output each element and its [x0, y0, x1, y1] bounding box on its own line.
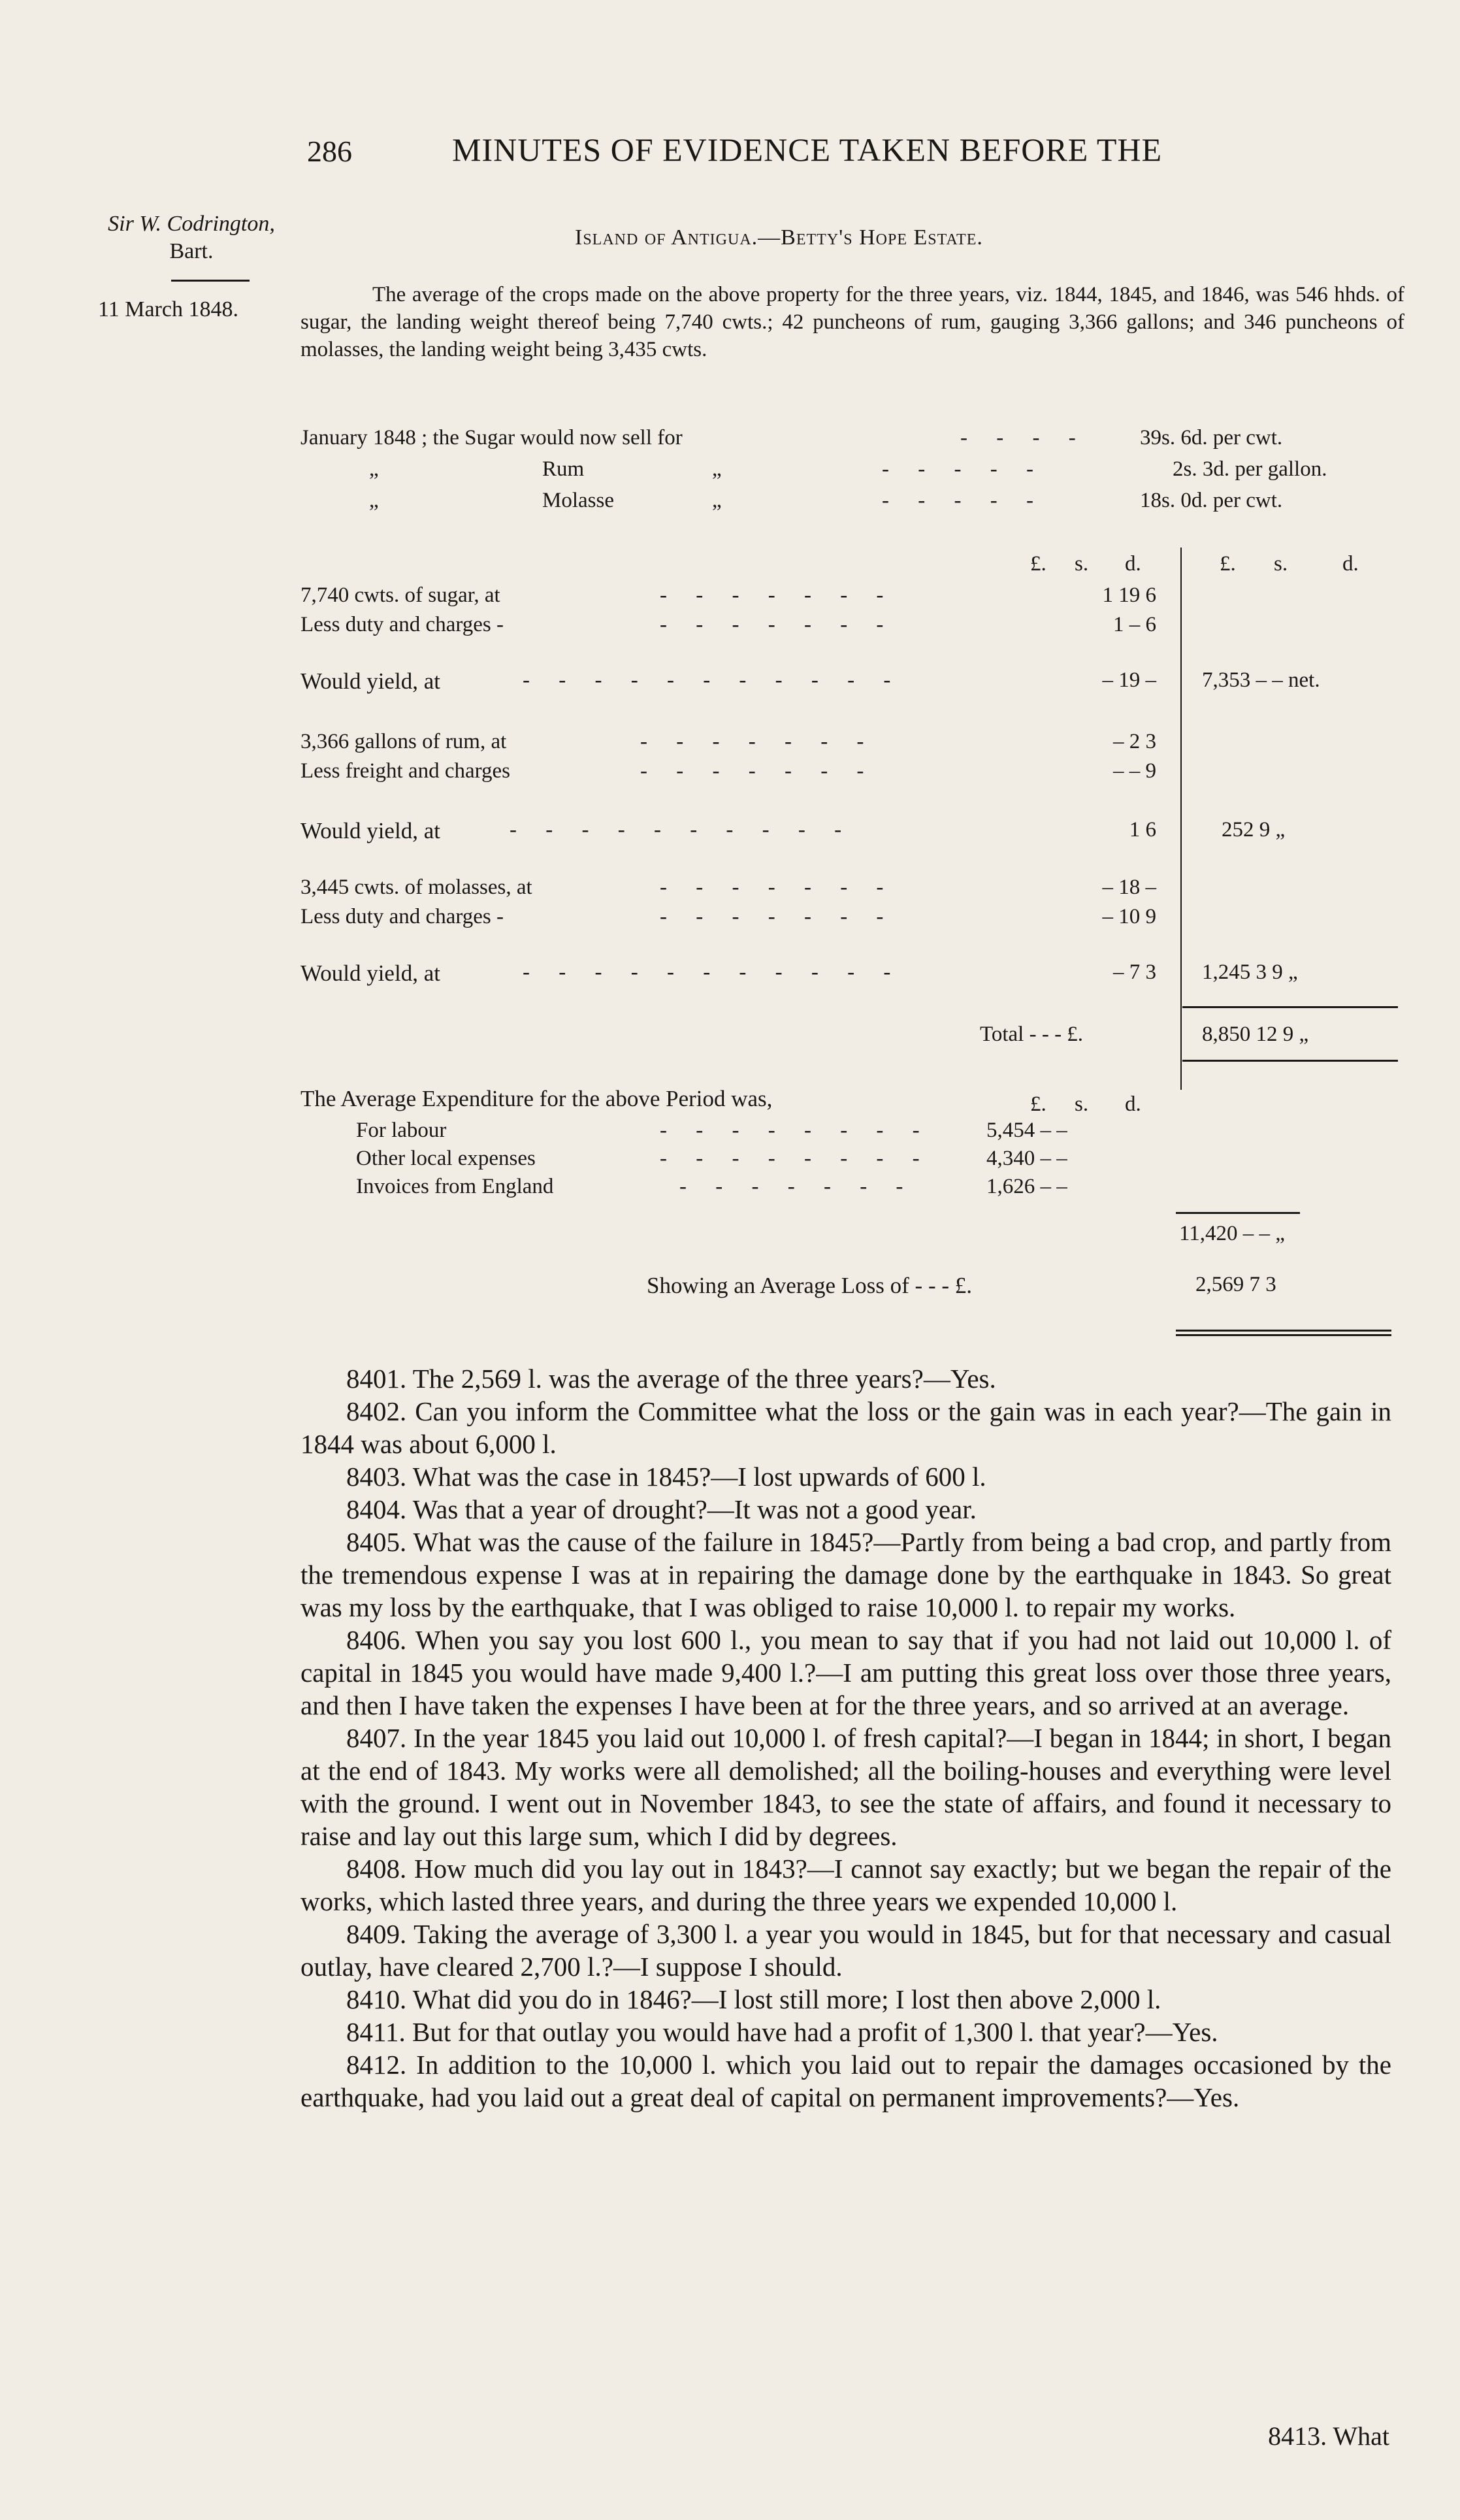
molasses-label: 3,445 cwts. of molasses, at	[300, 875, 532, 899]
price-row-molasse-leader: - - - - -	[882, 489, 1045, 512]
question-8403: 8403. What was the case in 1845?—I lost upwards of 600 l.	[346, 1462, 986, 1492]
molasses-yield-leader: - - - - - - - - - - -	[523, 960, 903, 984]
total-rule	[1182, 1006, 1398, 1008]
ditto-mark-3: „	[369, 489, 379, 512]
testimony	[300, 1362, 1391, 2114]
margin-rule	[171, 280, 250, 282]
rum-less-leader: - - - - - - -	[640, 759, 876, 783]
rum-less-label: Less freight and charges	[300, 759, 511, 783]
price-row-rum-leader: - - - - -	[882, 457, 1045, 481]
labour-label: For labour	[356, 1119, 447, 1142]
expenditure-heading: The Average Expenditure for the above Period was,	[300, 1086, 773, 1111]
rum-less-rate: – – 9	[1113, 759, 1156, 783]
rum-rate: – 2 3	[1113, 730, 1156, 753]
total-label: Total - - - £.	[980, 1023, 1084, 1046]
question-8405: 8405. What was the cause of the failure in 1845?—Partly from being a bad crop, and partly from the tremendous expense I was at in repairing the damage done by the earthquake in 1843. So great was my loss by the earthquake, that I was obliged to raise 10,000 l. to repair my works.	[300, 1527, 1391, 1622]
sugar-yield-rate: – 19 –	[1102, 668, 1156, 692]
col-pence-right: d.	[1342, 552, 1359, 576]
col-shillings-right: s.	[1274, 552, 1288, 576]
price-rum: 2s. 3d. per gallon.	[1173, 457, 1327, 481]
rum-yield-label: Would yield, at	[300, 818, 440, 843]
molasses-yield-rate: – 7 3	[1113, 960, 1156, 984]
col-pence-left: d.	[1125, 552, 1141, 576]
rum-yield-leader: - - - - - - - - - -	[510, 818, 854, 842]
loss-label: Showing an Average Loss of - - - £.	[647, 1273, 972, 1298]
price-row-sugar-label: January 1848 ; the Sugar would now sell for	[300, 426, 683, 450]
question-8412: 8412. In addition to the 10,000 l. which you laid out to repair the damages occasioned by the earthquake, had you laid out a great deal of capital on permanent improvements?—Yes.	[300, 2050, 1391, 2112]
sugar-label: 7,740 cwts. of sugar, at	[300, 583, 500, 607]
sugar-less-leader: - - - - - - -	[660, 613, 896, 636]
ditto-mark-1: „	[369, 457, 379, 481]
exp-col-pence: d.	[1125, 1092, 1141, 1116]
exp-col-shillings: s.	[1075, 1092, 1089, 1116]
molasses-leader: - - - - - - -	[660, 875, 896, 899]
loss-rule-2	[1176, 1334, 1391, 1336]
rum-label: 3,366 gallons of rum, at	[300, 730, 507, 753]
molasses-yield-total: 1,245 3 9 „	[1202, 960, 1298, 984]
sugar-leader: - - - - - - -	[660, 583, 896, 607]
sugar-rate: 1 19 6	[1102, 583, 1156, 607]
ditto-mark-4: „	[712, 489, 722, 512]
total-value: 8,850 12 9 „	[1202, 1023, 1309, 1046]
page-number: 286	[307, 135, 352, 168]
expenditure-rule	[1176, 1212, 1300, 1214]
local-value: 4,340 – –	[986, 1147, 1067, 1170]
column-divider	[1180, 548, 1182, 1090]
rum-yield-rate: 1 6	[1129, 818, 1156, 842]
molasses-less-rate: – 10 9	[1102, 905, 1156, 928]
intro-paragraph: The average of the crops made on the above property for the three years, viz. 1844, 1845, and 1846, was 546 hhds. of sugar, the landing weight thereof being 7,740 cwts.; 42 puncheons of rum, gauging 3,366 gallons; and 346 puncheons of molasses, the landing weight being 3,435 cwts.	[300, 283, 1404, 361]
sugar-less-rate: 1 – 6	[1113, 613, 1156, 636]
question-8410: 8410. What did you do in 1846?—I lost still more; I lost then above 2,000 l.	[346, 1984, 1161, 2014]
invoices-leader: - - - - - - -	[679, 1175, 915, 1198]
witness-title: Bart.	[169, 239, 214, 263]
section-title: Island of Antigua.—Betty's Hope Estate.	[575, 225, 983, 250]
question-8409: 8409. Taking the average of 3,300 l. a year you would in 1845, but for that necessary and casual outlay, have cleared 2,700 l.?—I suppose I should.	[300, 1919, 1391, 1982]
catchword: 8413. What	[1268, 2421, 1389, 2451]
molasses-rate: – 18 –	[1102, 875, 1156, 899]
price-row-rum-label: Rum	[542, 457, 585, 481]
labour-value: 5,454 – –	[986, 1119, 1067, 1142]
rum-leader: - - - - - - -	[640, 730, 876, 753]
loss-value: 2,569 7 3	[1195, 1273, 1276, 1296]
price-row-molasse-label: Molasse	[542, 489, 614, 512]
sugar-yield-leader: - - - - - - - - - - -	[523, 668, 903, 692]
expenditure-sum: 11,420 – – „	[1179, 1222, 1285, 1245]
local-label: Other local expenses	[356, 1147, 536, 1170]
question-8406: 8406. When you say you lost 600 l., you mean to say that if you had not laid out 10,000 l. of capital in 1845 you would have made 9,400 l.?—I am putting this great loss over those three years, and then I have taken the expenses I have been at for the three years, and so arrived at an average.	[300, 1625, 1391, 1720]
margin-witness	[84, 210, 299, 265]
col-pounds-left: £.	[1030, 552, 1046, 576]
col-pounds-right: £.	[1220, 552, 1236, 576]
exp-col-pounds: £.	[1030, 1092, 1046, 1116]
question-8401: 8401. The 2,569 l. was the average of the three years?—Yes.	[346, 1364, 996, 1394]
page-header-title: MINUTES OF EVIDENCE TAKEN BEFORE THE	[452, 131, 1163, 168]
col-shillings-left: s.	[1075, 552, 1089, 576]
question-8411: 8411. But for that outlay you would have had a profit of 1,300 l. that year?—Yes.	[346, 2017, 1218, 2047]
price-molasse: 18s. 0d. per cwt.	[1140, 489, 1283, 512]
molasses-yield-label: Would yield, at	[300, 960, 440, 986]
sugar-yield-total: 7,353 – – net.	[1202, 668, 1320, 692]
invoices-value: 1,626 – –	[986, 1175, 1067, 1198]
sugar-yield-label: Would yield, at	[300, 668, 440, 694]
molasses-less-label: Less duty and charges -	[300, 905, 504, 928]
question-8402: 8402. Can you inform the Committee what the loss or the gain was in each year?—The gain in 1844 was about 6,000 l.	[300, 1396, 1391, 1459]
labour-leader: - - - - - - - -	[660, 1119, 932, 1142]
witness-name: Sir W. Codrington,	[108, 212, 275, 236]
local-leader: - - - - - - - -	[660, 1147, 932, 1170]
ditto-mark-2: „	[712, 457, 722, 481]
sugar-less-label: Less duty and charges -	[300, 613, 504, 636]
margin-date: 11 March 1848.	[98, 297, 238, 321]
price-row-sugar-leader: - - - -	[960, 426, 1088, 450]
rum-yield-total: 252 9 „	[1222, 818, 1286, 842]
invoices-label: Invoices from England	[356, 1175, 554, 1198]
question-8407: 8407. In the year 1845 you laid out 10,000 l. of fresh capital?—I began in 1844; in short, I began at the end of 1843. My works were all demolished; all the boiling-houses and everything were level with the ground. I went out in November 1843, to see the state of affairs, and found it necessary to raise and lay out this large sum, which I did by degrees.	[300, 1723, 1391, 1851]
molasses-less-leader: - - - - - - -	[660, 905, 896, 928]
question-8408: 8408. How much did you lay out in 1843?—I cannot say exactly; but we began the repair of the works, which lasted three years, and during the three years we expended 10,000 l.	[300, 1854, 1391, 1916]
loss-rule-1	[1176, 1330, 1391, 1332]
question-8404: 8404. Was that a year of drought?—It was not a good year.	[346, 1494, 977, 1524]
price-sugar: 39s. 6d. per cwt.	[1140, 426, 1283, 450]
total-underline	[1182, 1060, 1398, 1062]
